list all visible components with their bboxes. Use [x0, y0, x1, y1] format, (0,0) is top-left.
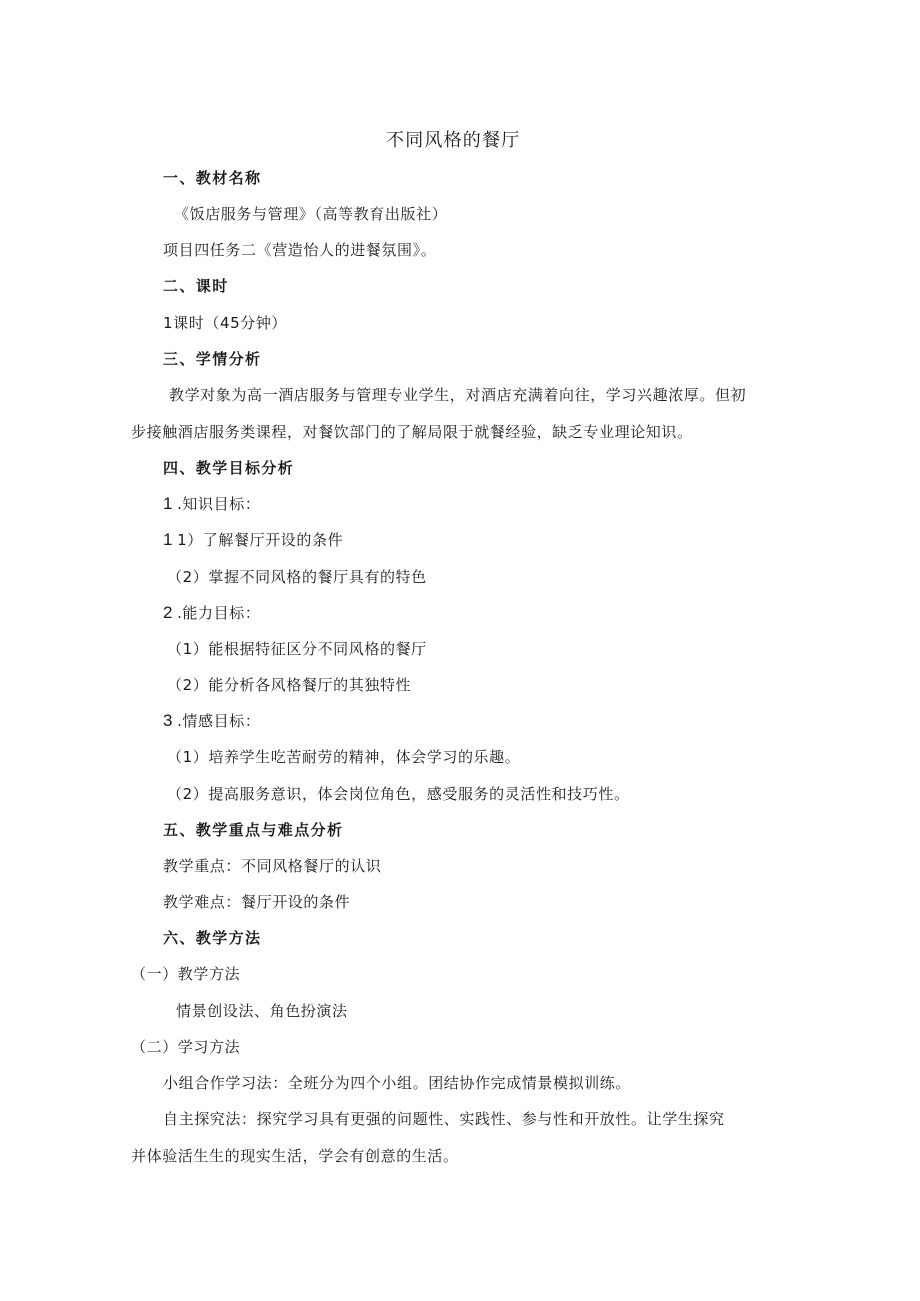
objective-label: .情感目标：: [177, 712, 261, 730]
objective-number: 3: [163, 711, 174, 730]
objective-label: .能力目标：: [177, 604, 261, 622]
objective-ability-item-1: （1）能根据特征区分不同风格的餐厅: [167, 640, 427, 658]
class-hours: 1课时（45分钟）: [163, 314, 288, 332]
key-point: 教学重点：不同风格餐厅的认识: [163, 857, 382, 875]
section-heading-hours: 二、课时: [163, 277, 229, 295]
difficult-point: 教学难点：餐厅开设的条件: [163, 893, 351, 911]
objective-number: 2: [163, 603, 174, 622]
student-analysis-line-1: 教学对象为高一酒店服务与管理专业学生，对酒店充满着向往，学习兴趣浓厚。但初: [169, 386, 747, 404]
student-analysis-line-2: 步接触酒店服务类课程，对餐饮部门的了解局限于就餐经验，缺乏专业理论知识。: [131, 423, 693, 441]
objective-knowledge-item-1: [163, 530, 343, 550]
textbook-name: 《饭店服务与管理》（高等教育出版社）: [174, 205, 448, 223]
learning-method-inquiry-line-1: 自主探究法：探究学习具有更强的问题性、实践性、参与性和开放性。让学生探究: [163, 1110, 725, 1128]
objective-emotion-heading: [163, 711, 260, 731]
objective-emotion-item-2: （2）提高服务意识，体会岗位角色，感受服务的灵活性和技巧性。: [167, 785, 630, 803]
section-heading-key-points: 五、教学重点与难点分析: [163, 821, 344, 839]
methods-subheading-learning: （二）学习方法: [131, 1038, 241, 1056]
learning-method-inquiry-line-2: 并体验活生生的现实生活，学会有创意的生活。: [131, 1147, 459, 1165]
teaching-methods: 情景创设法、角色扮演法: [176, 1002, 348, 1020]
objective-ability-item-2: （2）能分析各风格餐厅的其独特性: [167, 676, 412, 694]
objective-label: .知识目标：: [177, 495, 261, 513]
section-heading-objectives: 四、教学目标分析: [163, 459, 295, 477]
objective-knowledge-heading: [163, 494, 260, 514]
section-heading-methods: 六、教学方法: [163, 929, 262, 947]
item-number: 1: [163, 530, 174, 549]
learning-method-group: 小组合作学习法：全班分为四个小组。团结协作完成情景模拟训练。: [163, 1074, 632, 1092]
section-heading-textbook: 一、教材名称: [163, 169, 262, 187]
objective-ability-heading: [163, 603, 260, 623]
section-heading-student-analysis: 三、学情分析: [163, 350, 262, 368]
objective-knowledge-item-2: （2）掌握不同风格的餐厅具有的特色: [167, 568, 427, 586]
page-title: 不同风格的餐厅: [386, 130, 521, 151]
textbook-project: 项目四任务二《营造怡人的进餐氛围》。: [163, 241, 437, 259]
objective-emotion-item-1: （1）培养学生吃苦耐劳的精神，体会学习的乐趣。: [167, 748, 521, 766]
methods-subheading-teaching: （一）教学方法: [131, 965, 241, 983]
objective-number: 1: [163, 494, 174, 513]
item-text: 1）了解餐厅开设的条件: [177, 531, 344, 549]
